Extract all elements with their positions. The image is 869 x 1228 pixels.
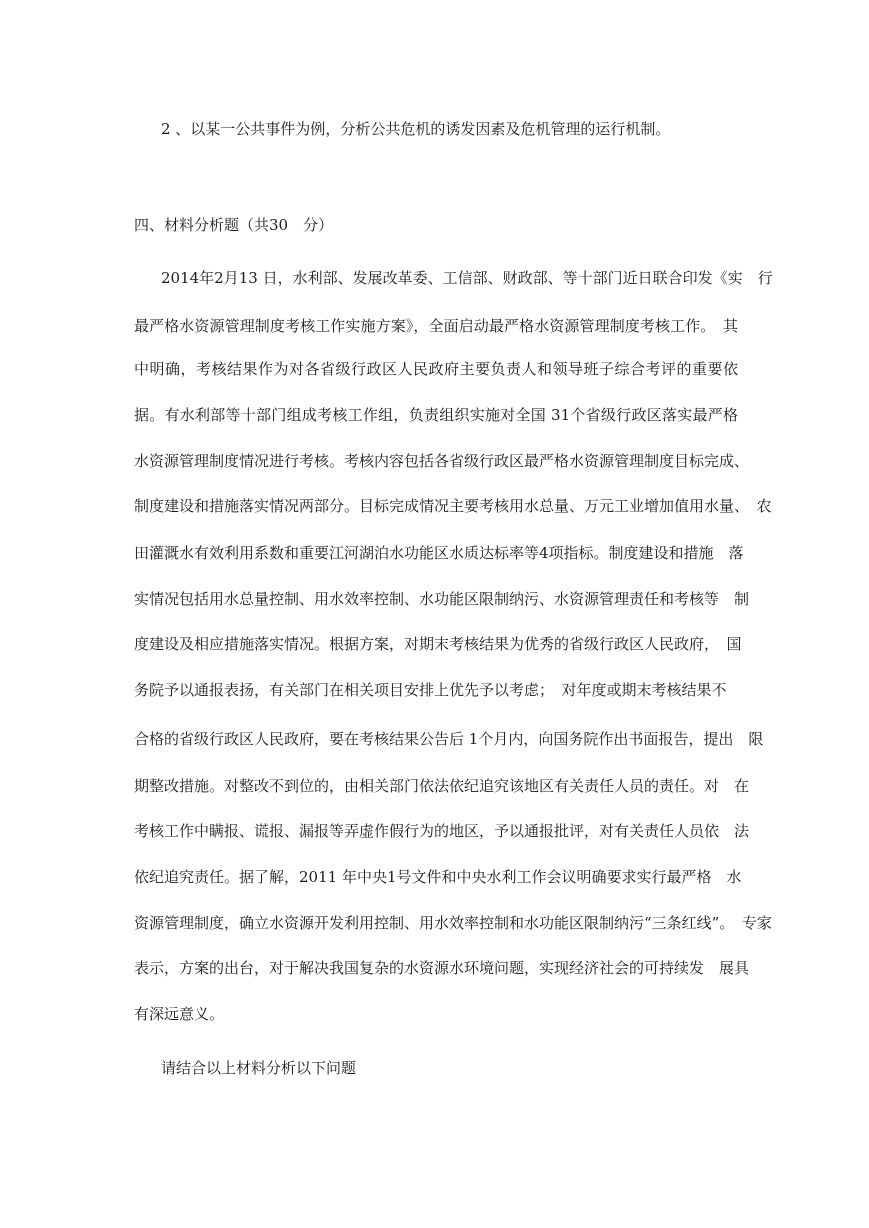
material-line: 务院予以通报表扬，有关部门在相关项目安排上优先予以考虑； 对年度或期末考核结果不 (134, 681, 727, 699)
material-line: 期整改措施。对整改不到位的，由相关部门依法依纪追究该地区有关责任人员的责任。对 在 (134, 777, 750, 795)
material-line: 实情况包括用水总量控制、用水效率控制、水功能区限制纳污、水资源管理责任和考核等 制 (134, 590, 750, 608)
material-line: 田灌溉水有效利用系数和重要江河湖泊水功能区水质达标率等4项指标。制度建设和措施 落 (134, 544, 744, 562)
question-2: 2 、以某一公共事件为例，分析公共危机的诱发因素及危机管理的运行机制。 (161, 120, 671, 138)
material-line: 依纪追究责任。据了解，2011 年中央1号文件和中央水利工作会议明确要求实行最严格 水 (134, 868, 742, 886)
material-line: 资源管理制度，确立水资源开发利用控制、用水效率控制和水功能区限制纳污“三条红线”。 专家 (134, 914, 772, 932)
material-line: 最严格水资源管理制度考核工作实施方案》，全面启动最严格水资源管理制度考核工作。 其 (134, 317, 738, 335)
material-line: 合格的省级行政区人民政府，要在考核结果公告后 1个月内，向国务院作出书面报告，提出 限 (134, 730, 764, 748)
material-line: 中明确，考核结果作为对各省级行政区人民政府主要负责人和领导班子综合考评的重要依 (134, 360, 738, 378)
section-heading: 四、材料分析题（共30 分） (134, 216, 334, 234)
material-line: 表示，方案的出台，对于解决我国复杂的水资源水环境问题，实现经济社会的可持续发 展具 (134, 959, 750, 977)
material-line: 度建设及相应措施落实情况。根据方案，对期末考核结果为优秀的省级行政区人民政府， 国 (134, 635, 742, 653)
analysis-prompt: 请结合以上材料分析以下问题 (161, 1059, 357, 1077)
material-line: 考核工作中瞒报、谎报、漏报等弄虚作假行为的地区，予以通报批评，对有关责任人员依 法 (134, 822, 750, 840)
material-line: 有深远意义。 (134, 1005, 225, 1023)
material-line: 2014年2月13 日，水利部、发展改革委、工信部、财政部、等十部门近日联合印发《实 行 (161, 269, 773, 287)
material-line: 制度建设和措施落实情况两部分。目标完成情况主要考核用水总量、万元工业增加值用水量、 农 (134, 497, 772, 515)
material-line: 据。有水利部等十部门组成考核工作组，负责组织实施对全国 31个省级行政区落实最严格 (134, 406, 738, 424)
material-line: 水资源管理制度情况进行考核。考核内容包括各省级行政区最严格水资源管理制度目标完成、 (134, 452, 750, 470)
